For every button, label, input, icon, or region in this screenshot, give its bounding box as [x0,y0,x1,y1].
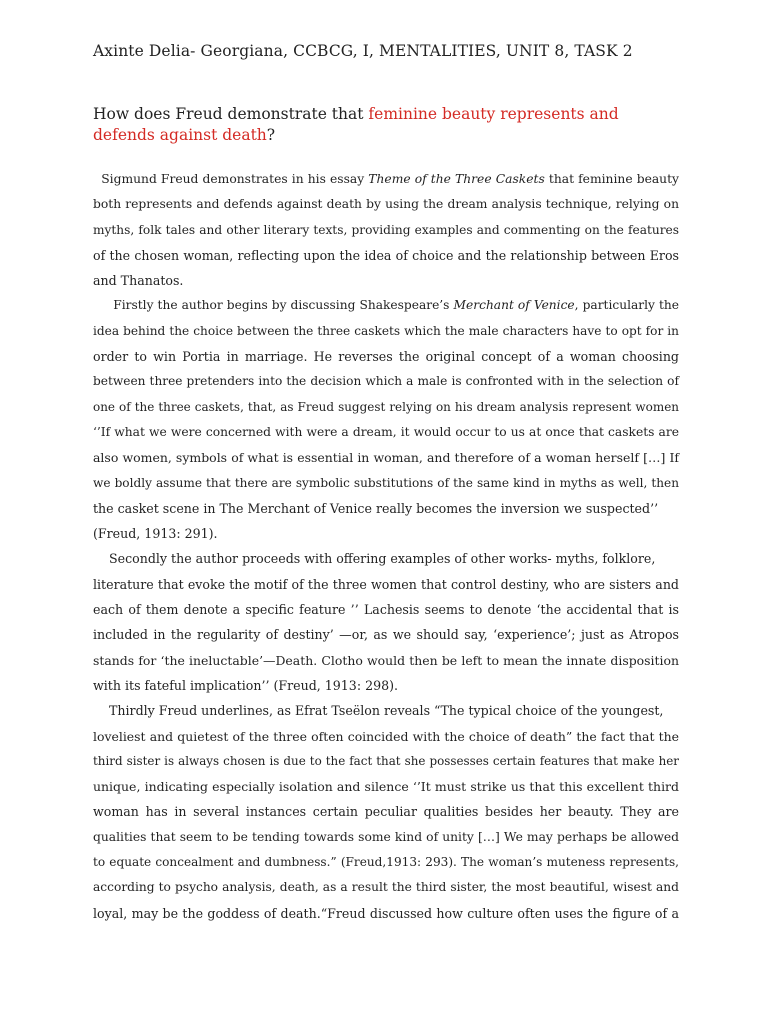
text-line: Thirdly Freud underlines, as Efrat Tseëlon reveals “The typical choice of the youngest, [93,703,664,719]
text-line: we boldly assume that there are symbolic substitutions of the same kind in myths as well, then [93,475,679,490]
text-line: between three pretenders into the decision which a male is confronted with in the selection of [93,374,679,389]
text-line: qualities that seem to be tending towards some kind of unity […] We may perhaps be allowed [93,829,679,844]
text-line: unique, indicating especially isolation and silence ‘’It must strike us that this excellent third [93,779,679,795]
text-line: order to win Portia in marriage. He reverses the original concept of a woman choosing [93,349,679,365]
text-line: (Freud, 1913: 291). [93,526,218,542]
text-line [93,167,679,192]
text-line: loyal, may be the goddess of death.“Freud discussed how culture often uses the figure of a [93,905,679,921]
text-line: myths, folk tales and other literary texts, providing examples and commenting on the features [93,222,679,237]
text-line: according to psycho analysis, death, as a result the third sister, the most beautiful, wisest and [93,880,679,895]
text-line: of the chosen woman, reflecting upon the idea of choice and the relationship between Eros [93,247,679,263]
text-line: loveliest and quietest of the three often coincided with the choice of death” the fact that the [93,728,679,744]
text-line: Secondly the author proceeds with offering examples of other works- myths, folklore, [93,551,656,567]
line-segment: , particularly the [574,298,679,313]
question-prefix: How does Freud demonstrate that [93,105,369,123]
text-line: ‘’If what we were concerned with were a dream, it would occur to us at once that caskets are [93,424,679,439]
text-line: the casket scene in The Merchant of Venice really becomes the inversion we suspected’’ [93,500,659,516]
question-suffix: ? [266,126,276,144]
text-line: included in the regularity of destiny’ —or, as we should say, ‘experience’; just as Atropos [93,627,679,643]
text-line: also women, symbols of what is essential in woman, and therefore of a woman herself […] If [93,450,679,466]
text-line: with its fateful implication’’ (Freud, 1913: 298). [93,677,399,693]
text-line: woman has in several instances certain peculiar qualities besides her beauty. They are [93,804,679,820]
text-line: each of them denote a specific feature ’’ Lachesis seems to denote ‘the accidental that is [93,602,679,618]
essay-question [93,104,683,146]
text-line: and Thanatos. [93,273,184,289]
document-header: Axinte Delia- Georgiana, CCBCG, I, MENTALITIES, UNIT 8, TASK 2 [93,42,633,60]
text-line [93,293,679,318]
text-line: both represents and defends against death by using the dream analysis technique, relying on [93,197,679,212]
line-segment: that feminine beauty [544,172,679,186]
play-title-italic: Merchant of Venice [453,298,575,313]
text-line: third sister is always chosen is due to the fact that she possesses certain features that make her [93,753,679,768]
line-segment: Sigmund Freud demonstrates in his essay [93,172,369,186]
text-line: idea behind the choice between the three caskets which the male characters have to opt for in [93,323,679,338]
text-line: to equate concealment and dumbness.” (Freud,1913: 293). The woman’s muteness represents, [93,855,679,870]
text-line: one of the three caskets, that, as Freud suggest relying on his dream analysis represent women [93,399,679,414]
text-line: stands for ‘the ineluctable’—Death. Clotho would then be left to mean the innate disposition [93,652,679,668]
text-line: literature that evoke the motif of the three women that control destiny, who are sisters and [93,576,679,592]
line-segment: Firstly the author begins by discussing Shakespeare’s [93,298,454,313]
essay-title-italic: Theme of the Three Caskets [368,172,545,186]
essay-body [93,167,679,926]
question-highlight: feminine beauty represents and defends against death [93,105,619,144]
